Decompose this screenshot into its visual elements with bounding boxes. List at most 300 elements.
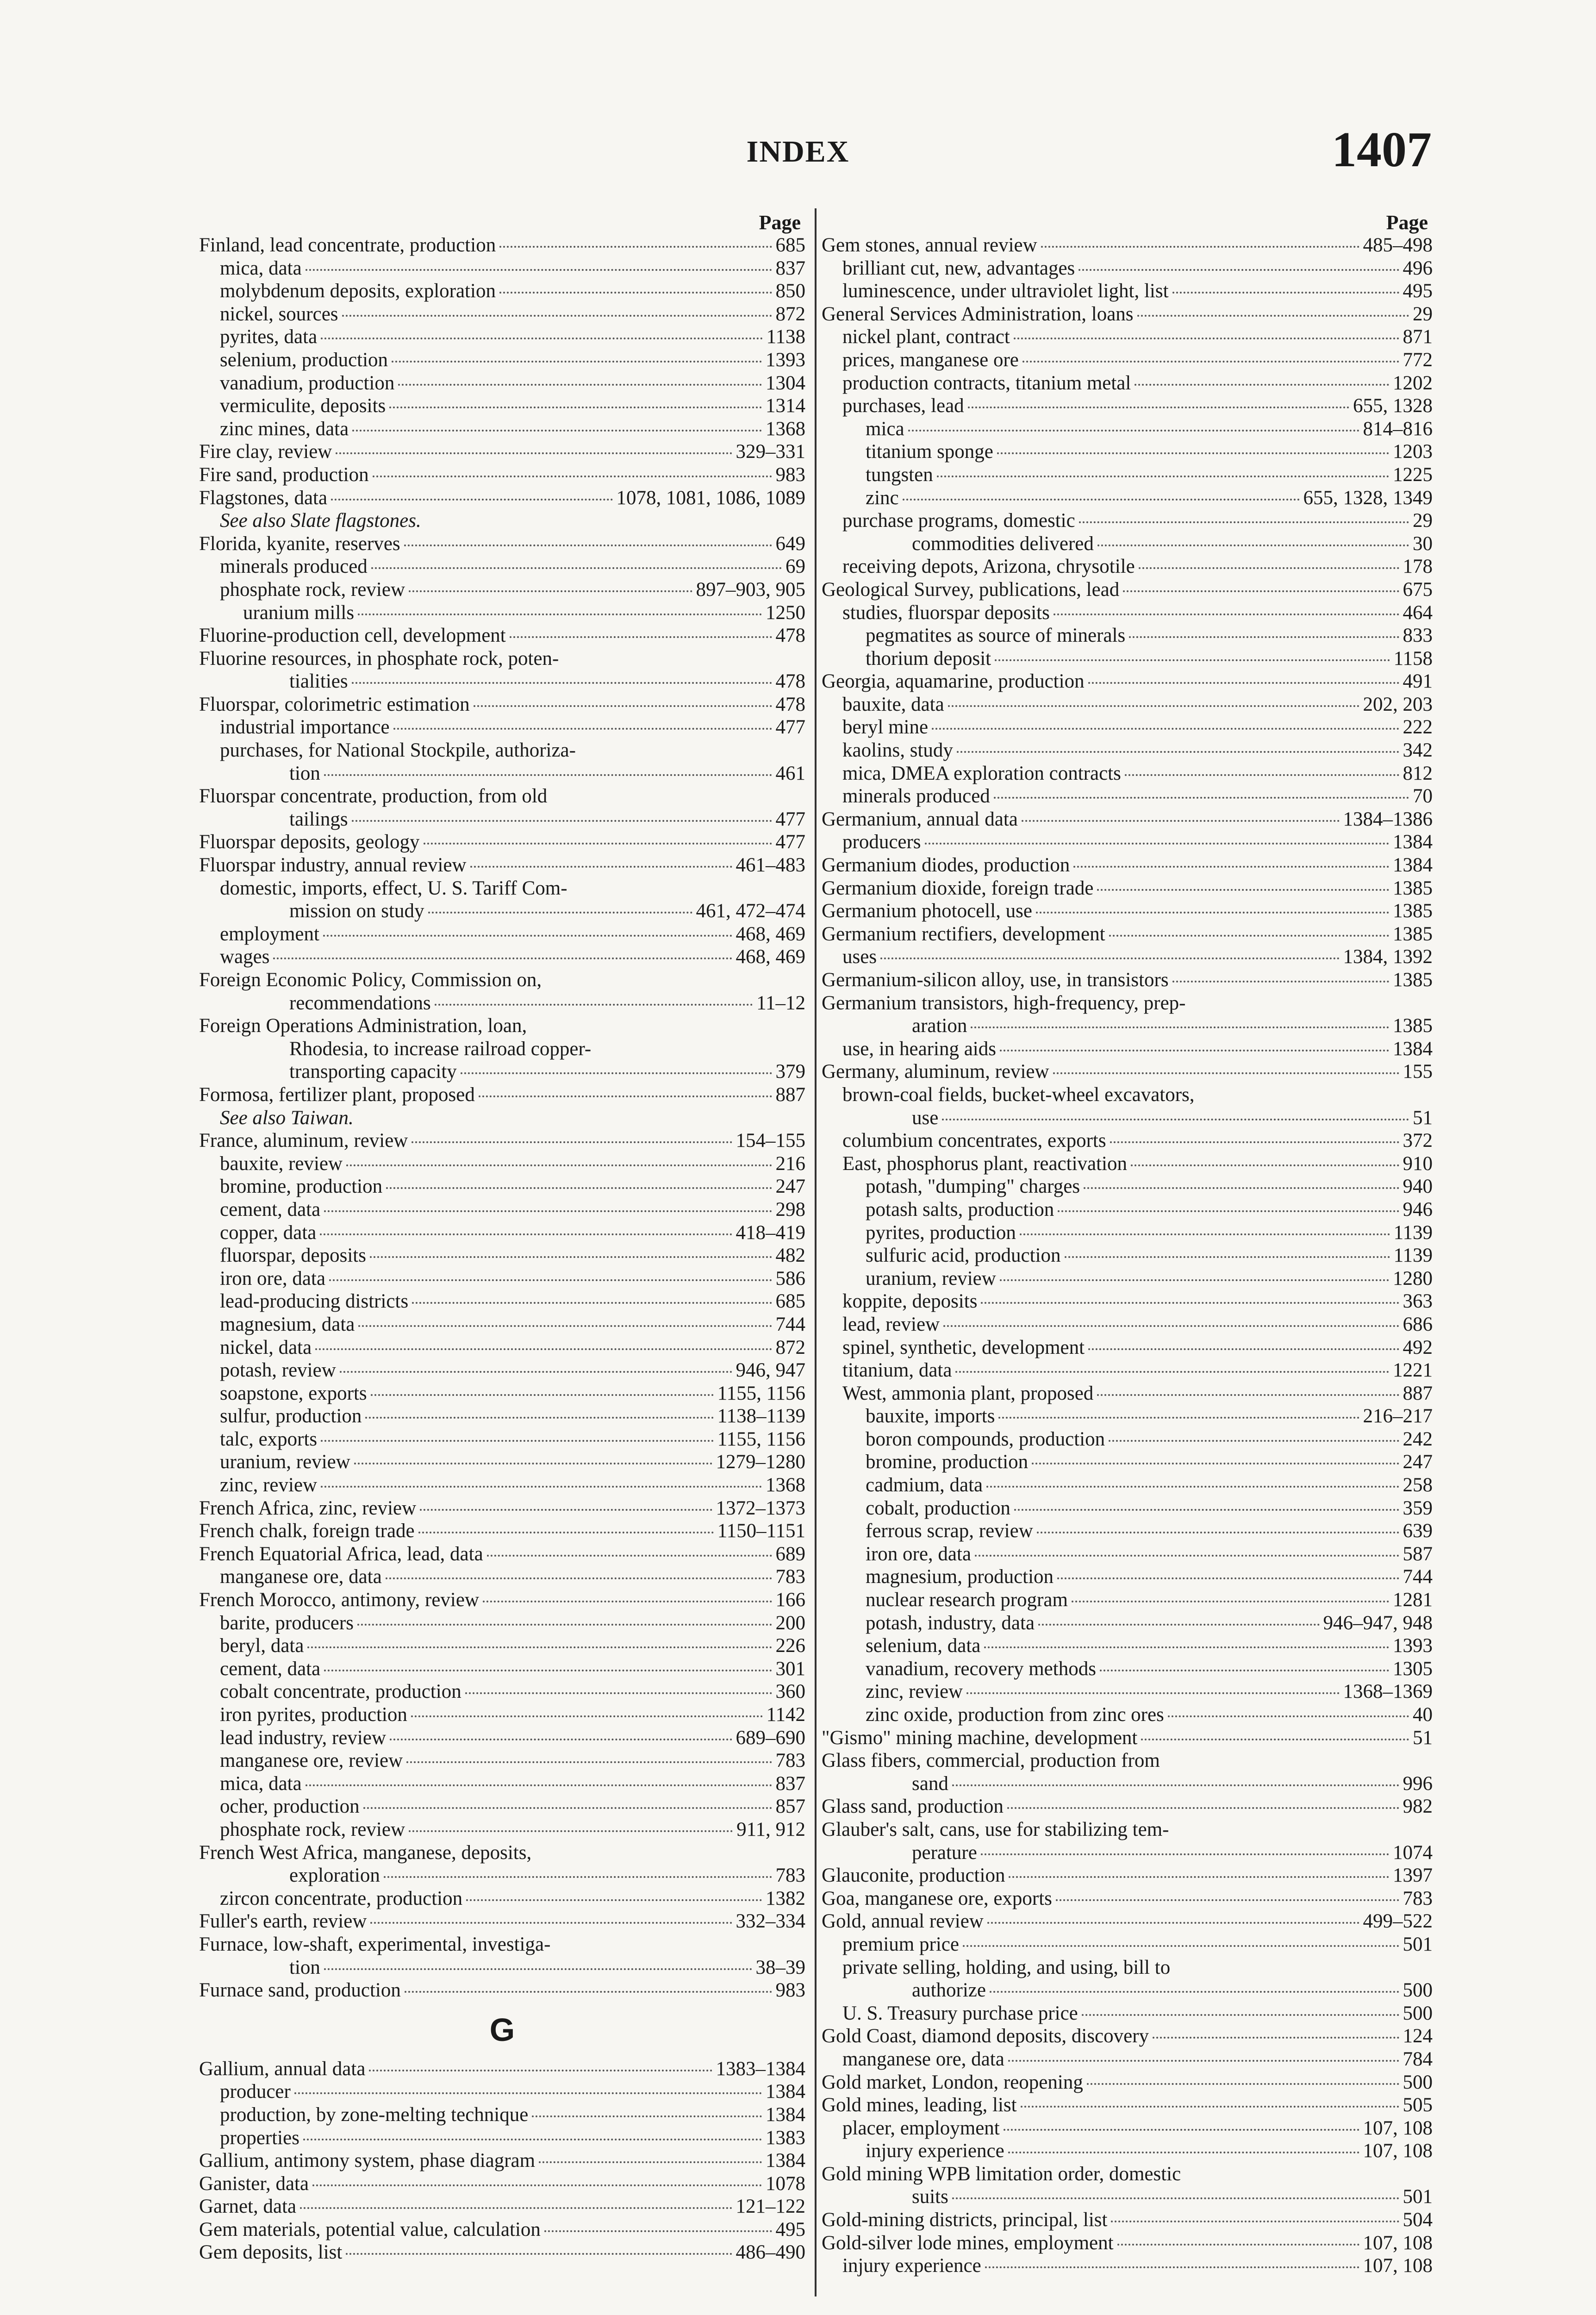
entry-term: Fluorspar industry, annual review [199,854,467,876]
entry-term: Gallium, antimony system, phase diagram [199,2150,536,2172]
entry-term: French chalk, foreign trade [199,1520,415,1542]
dot-leader [998,1417,1359,1419]
entry-pages: 461–483 [736,854,805,876]
dot-leader [1004,2129,1359,2131]
entry-pages: 226 [775,1635,805,1657]
index-entry [822,1405,1433,1428]
left-entries [199,234,805,2002]
entry-pages: 1138 [766,326,805,348]
index-entry [199,1083,805,1107]
index-entry [199,831,805,854]
entry-pages: 1139 [1393,1245,1433,1267]
dot-leader [346,1164,772,1166]
dot-leader [952,1784,1399,1786]
index-entry [822,372,1433,395]
entry-term: private selling, holding, and using, bill to [842,1956,1171,1978]
index-entry [822,1474,1433,1497]
index-entry [822,831,1433,854]
entry-term: nuclear research program [866,1589,1068,1611]
left-column [199,211,805,2264]
entry-pages: 686 [1403,1313,1433,1335]
entry-term: nickel, sources [220,303,338,325]
entry-term: uses [842,946,877,968]
entry-term: nickel, data [220,1336,312,1358]
index-entry [822,1198,1433,1221]
entry-pages: 1155, 1156 [717,1428,805,1450]
entry-pages: 51 [1413,1727,1433,1749]
index-entry [822,1497,1433,1520]
dot-leader [406,1761,772,1763]
entry-pages: 1384, 1392 [1343,946,1433,968]
entry-term: See also Taiwan. [220,1107,354,1129]
entry-term: bauxite, imports [866,1405,995,1427]
entry-term: Finland, lead concentrate, production [199,234,496,256]
index-entry [199,2103,805,2127]
entry-pages: 496 [1403,257,1433,279]
entry-pages: 500 [1403,2071,1433,2093]
entry-pages: 983 [775,1979,805,2002]
entry-pages: 1385 [1393,877,1433,899]
dot-leader [466,1899,762,1901]
dot-leader [420,1509,712,1511]
entry-term: magnesium, data [220,1313,355,1335]
entry-pages: 1138–1139 [717,1405,805,1427]
entry-term: magnesium, production [866,1566,1054,1588]
index-entry [199,2080,805,2103]
entry-term: potash, review [220,1359,336,1382]
dot-leader [352,682,772,684]
dot-leader [1137,315,1409,317]
index-entry [199,1382,805,1405]
entry-pages: 946–947, 948 [1323,1612,1433,1634]
entry-term: Formosa, fertilizer plant, proposed [199,1083,475,1106]
dot-leader [1000,1279,1389,1281]
index-entry [199,1198,805,1221]
index-entry [822,1336,1433,1359]
dot-leader [354,1463,712,1464]
entry-term: vanadium, recovery methods [866,1658,1096,1680]
index-entry [822,1221,1433,1245]
dot-leader [324,1210,772,1212]
index-entry [199,418,805,441]
entry-pages: 154–155 [736,1130,805,1152]
dot-leader [303,2139,762,2140]
entry-term: sulfur, production [220,1405,362,1427]
entry-term: French West Africa, manganese, deposits, [199,1841,532,1864]
entry-term: soapstone, exports [220,1382,367,1404]
index-entry [822,624,1433,647]
entry-pages: 1382 [766,1887,805,1909]
dot-leader [340,1371,732,1373]
index-entry [822,234,1433,257]
index-entry [199,1520,805,1543]
entry-term: injury experience [842,2255,981,2277]
index-entry [822,487,1433,510]
index-entry [199,2172,805,2196]
index-entry [822,1933,1433,1956]
entry-pages: 655, 1328, 1349 [1303,487,1433,509]
index-entry [822,2163,1433,2186]
entry-pages: 685 [775,234,805,256]
dot-leader [373,476,772,477]
index-entry [199,1152,805,1176]
entry-term: French Equatorial Africa, lead, data [199,1543,483,1565]
entry-term: West, ammonia plant, proposed [842,1382,1094,1404]
index-entry [199,372,805,395]
entry-pages: 491 [1403,670,1433,693]
entry-pages: 1383 [766,2127,805,2149]
entry-pages: 1074 [1393,1841,1433,1864]
entry-pages: 982 [1403,1796,1433,1818]
dot-leader [1141,1739,1409,1740]
dot-leader [1131,1164,1399,1166]
index-entry [199,1107,805,1130]
index-entry [822,1107,1433,1130]
index-entry [199,1612,805,1635]
entry-pages: 464 [1403,601,1433,624]
index-entry [822,693,1433,716]
entry-term: Foreign Economic Policy, Commission on, [199,969,542,991]
entry-term: nickel plant, contract [842,326,1010,348]
entry-pages: 946 [1403,1198,1433,1220]
entry-term: phosphate rock, review [220,1818,405,1840]
index-entry [822,969,1433,992]
dot-leader [358,613,762,615]
entry-term: fluorspar, deposits [220,1245,366,1267]
entry-term: French Morocco, antimony, review [199,1589,480,1611]
index-entry [199,1267,805,1290]
entry-term: Furnace sand, production [199,1979,401,2002]
entry-term: mica, DMEA exploration contracts [842,762,1121,784]
index-entry [199,624,805,647]
entry-term: Flagstones, data [199,487,328,509]
entry-pages: 504 [1403,2209,1433,2231]
index-entry [822,1658,1433,1681]
entry-pages: 850 [775,280,805,302]
dot-leader [981,1853,1389,1855]
dot-leader [952,2197,1399,2199]
entry-term: Gold-mining districts, principal, list [822,2209,1108,2231]
entry-term: boron compounds, production [866,1428,1105,1450]
dot-leader [1079,269,1399,271]
entry-term: cadmium, data [866,1474,983,1496]
index-entry [822,945,1433,969]
entry-term: Gold-silver lode mines, employment [822,2232,1114,2254]
entry-pages: 1385 [1393,923,1433,945]
index-entry [199,1772,805,1796]
entry-term: pegmatites as source of minerals [866,625,1126,647]
entry-pages: 837 [775,1772,805,1795]
index-entry [822,280,1433,303]
index-entry [822,1060,1433,1083]
dot-leader [363,1807,772,1809]
dot-leader [479,1095,772,1097]
dot-leader [411,1715,763,1717]
entry-pages: 51 [1413,1107,1433,1129]
entry-term: tungsten [866,463,933,486]
dot-leader [1036,912,1389,913]
dot-leader [971,1026,1389,1028]
index-entry [822,1956,1433,1979]
dot-leader [984,1646,1389,1648]
index-entry [822,1083,1433,1107]
index-entry [822,532,1433,556]
index-entry [199,900,805,923]
dot-leader [358,1325,772,1327]
dot-leader [532,2115,762,2117]
entry-term: Fluorspar concentrate, production, from old [199,785,548,807]
entry-term: Gold Coast, diamond deposits, discovery [822,2025,1149,2047]
index-entry [199,1933,805,1956]
dot-leader [985,2266,1359,2268]
index-entry [822,1864,1433,1887]
dot-leader [305,1784,772,1786]
index-entry [199,234,805,257]
entry-term: cobalt, production [866,1497,1010,1519]
entry-term: See also Slate flagstones. [220,510,421,532]
dot-leader [1007,1807,1399,1809]
entry-pages: 372 [1403,1130,1433,1152]
index-entry [199,325,805,349]
entry-pages: 772 [1403,349,1433,371]
dot-leader [995,659,1390,661]
entry-term: Rhodesia, to increase railroad copper- [289,1038,592,1060]
entry-term: authorize [912,1979,986,2002]
entry-term: koppite, deposits [842,1290,978,1313]
entry-term: minerals produced [842,785,990,807]
index-entry [199,739,805,762]
dot-leader [499,292,772,294]
entry-term: aration [912,1015,967,1037]
entry-pages: 468, 469 [736,946,805,968]
entry-term: titanium sponge [866,441,993,463]
dot-leader [1041,246,1359,248]
right-entries [822,234,1433,2277]
index-entry [199,1841,805,1865]
index-entry [822,647,1433,670]
index-entry [199,693,805,716]
entry-term: purchase programs, domestic [842,510,1075,532]
dot-leader [315,1348,772,1350]
entry-pages: 1155, 1156 [717,1382,805,1404]
entry-pages: 1368–1369 [1343,1681,1433,1703]
index-entry [199,1795,805,1818]
entry-pages: 155 [1403,1061,1433,1083]
dot-leader [942,1119,1409,1120]
entry-term: industrial importance [220,716,390,738]
entry-pages: 461 [775,762,805,784]
entry-term: phosphate rock, review [220,578,405,601]
entry-term: beryl mine [842,716,929,738]
entry-term: minerals produced [220,556,368,578]
entry-term: wages [220,946,270,968]
index-entry [199,1727,805,1750]
index-entry [822,1244,1433,1267]
index-entry [822,1589,1433,1612]
index-entry [822,1451,1433,1474]
index-entry [822,1841,1433,1865]
entry-term: Fire sand, production [199,463,369,486]
entry-pages: 675 [1403,578,1433,601]
index-entry [199,647,805,670]
dot-leader [1088,1348,1399,1350]
index-entry [822,739,1433,762]
dot-leader [1020,1233,1390,1235]
entry-pages: 887 [1403,1382,1433,1404]
index-entry [822,785,1433,808]
dot-leader [963,1945,1399,1947]
index-entry [822,1703,1433,1727]
index-entry [199,440,805,463]
dot-leader [499,246,772,248]
entry-term: manganese ore, review [220,1750,403,1772]
entry-term: vanadium, production [220,372,395,394]
entry-term: columbium concentrates, exports [842,1130,1106,1152]
dot-leader [1125,774,1399,776]
index-entry [199,716,805,739]
entry-pages: 812 [1403,762,1433,784]
index-entry [199,1864,805,1887]
index-entry [822,1382,1433,1405]
dot-leader [1084,1187,1399,1189]
dot-leader [1021,2106,1399,2108]
entry-pages: 342 [1403,739,1433,762]
entry-pages: 1384 [766,2081,805,2103]
entry-pages: 30 [1413,532,1433,555]
entry-pages: 1384 [766,2103,805,2126]
index-entry [822,1038,1433,1061]
index-entry [822,2117,1433,2140]
index-entry [822,2071,1433,2094]
index-entry [199,1313,805,1336]
entry-term: potash salts, production [866,1198,1054,1220]
entry-pages: 872 [775,1336,805,1358]
entry-term: Fluorspar deposits, geology [199,831,420,853]
entry-pages: 1202 [1393,372,1433,394]
entry-pages: 29 [1413,303,1433,325]
entry-term: Germanium transistors, high-frequency, prep- [822,992,1186,1014]
dot-leader [1100,1670,1389,1671]
entry-term: tion [289,1956,320,1978]
entry-pages: 996 [1403,1772,1433,1795]
index-entry [822,923,1433,946]
index-entry [199,670,805,693]
dot-leader [1022,361,1399,363]
entry-term: lead-producing districts [220,1290,409,1313]
index-entry [199,303,805,326]
entry-pages: 500 [1403,1979,1433,2002]
index-entry [199,1428,805,1451]
entry-term: placer, employment [842,2117,1000,2139]
dot-leader [1139,567,1399,569]
entry-term: potash, "dumping" charges [866,1176,1080,1198]
index-entry [822,257,1433,280]
entry-pages: 200 [775,1612,805,1634]
index-entry [199,1497,805,1520]
entry-pages: 1280 [1393,1267,1433,1289]
entry-pages: 495 [1403,280,1433,302]
entry-term: Fluorine resources, in phosphate rock, poten- [199,647,559,669]
entry-term: zinc, review [866,1681,963,1703]
index-entry [822,1887,1433,1910]
index-entry [822,509,1433,532]
dot-leader [404,544,772,546]
entry-pages: 1250 [766,601,805,624]
entry-term: premium price [842,1933,959,1955]
entry-pages: 478 [775,693,805,715]
dot-leader [418,1532,714,1533]
index-entry [199,1221,805,1245]
index-entry [199,2058,805,2081]
dot-leader [1000,1050,1389,1051]
index-entry [199,463,805,487]
dot-leader [346,2253,732,2255]
entry-pages: 783 [1403,1887,1433,1909]
index-entry [822,1795,1433,1818]
entry-pages: 107, 108 [1363,2232,1433,2254]
entry-term: perature [912,1841,977,1864]
entry-pages: 29 [1413,510,1433,532]
index-entry [822,2002,1433,2025]
entry-pages: 360 [775,1681,805,1703]
entry-term: producer [220,2081,291,2103]
entry-pages: 685 [775,1290,805,1313]
entry-pages: 492 [1403,1336,1433,1358]
entry-term: luminescence, under ultraviolet light, list [842,280,1169,302]
entry-pages: 478 [775,625,805,647]
entry-pages: 1393 [1393,1635,1433,1657]
entry-pages: 11–12 [756,992,805,1014]
index-entry [199,1474,805,1497]
dot-leader [1054,613,1399,615]
entry-pages: 298 [775,1198,805,1220]
index-entry [822,1267,1433,1290]
entry-pages: 1158 [1393,647,1433,669]
entry-pages: 1368 [766,1474,805,1496]
entry-pages: 1305 [1393,1658,1433,1680]
index-entry [199,257,805,280]
entry-term: sand [912,1772,948,1795]
dot-leader [903,499,1300,501]
dot-leader [321,338,762,339]
dot-leader [320,1233,732,1235]
index-entry [199,1543,805,1566]
index-entry [199,349,805,372]
entry-pages: 363 [1403,1290,1433,1313]
entry-term: zinc, review [220,1474,318,1496]
entry-term: Georgia, aquamarine, production [822,670,1085,693]
entry-term: talc, exports [220,1428,318,1450]
index-entry [822,394,1433,418]
index-entry [199,923,805,946]
dot-leader [393,728,772,730]
dot-leader [329,1279,772,1281]
dot-leader [370,1256,772,1258]
dot-leader [1037,1532,1399,1533]
entry-term: use, in hearing aids [842,1038,996,1060]
entry-pages: 1385 [1393,1015,1433,1037]
dot-leader [932,728,1399,730]
index-entry [199,601,805,625]
dot-leader [371,1394,714,1396]
dot-leader [997,452,1389,454]
entry-pages: 1225 [1393,463,1433,486]
entry-term: beryl, data [220,1635,304,1657]
index-entry [822,2209,1433,2232]
index-entry [199,1451,805,1474]
entry-pages: 468, 469 [736,923,805,945]
index-entry [822,670,1433,693]
